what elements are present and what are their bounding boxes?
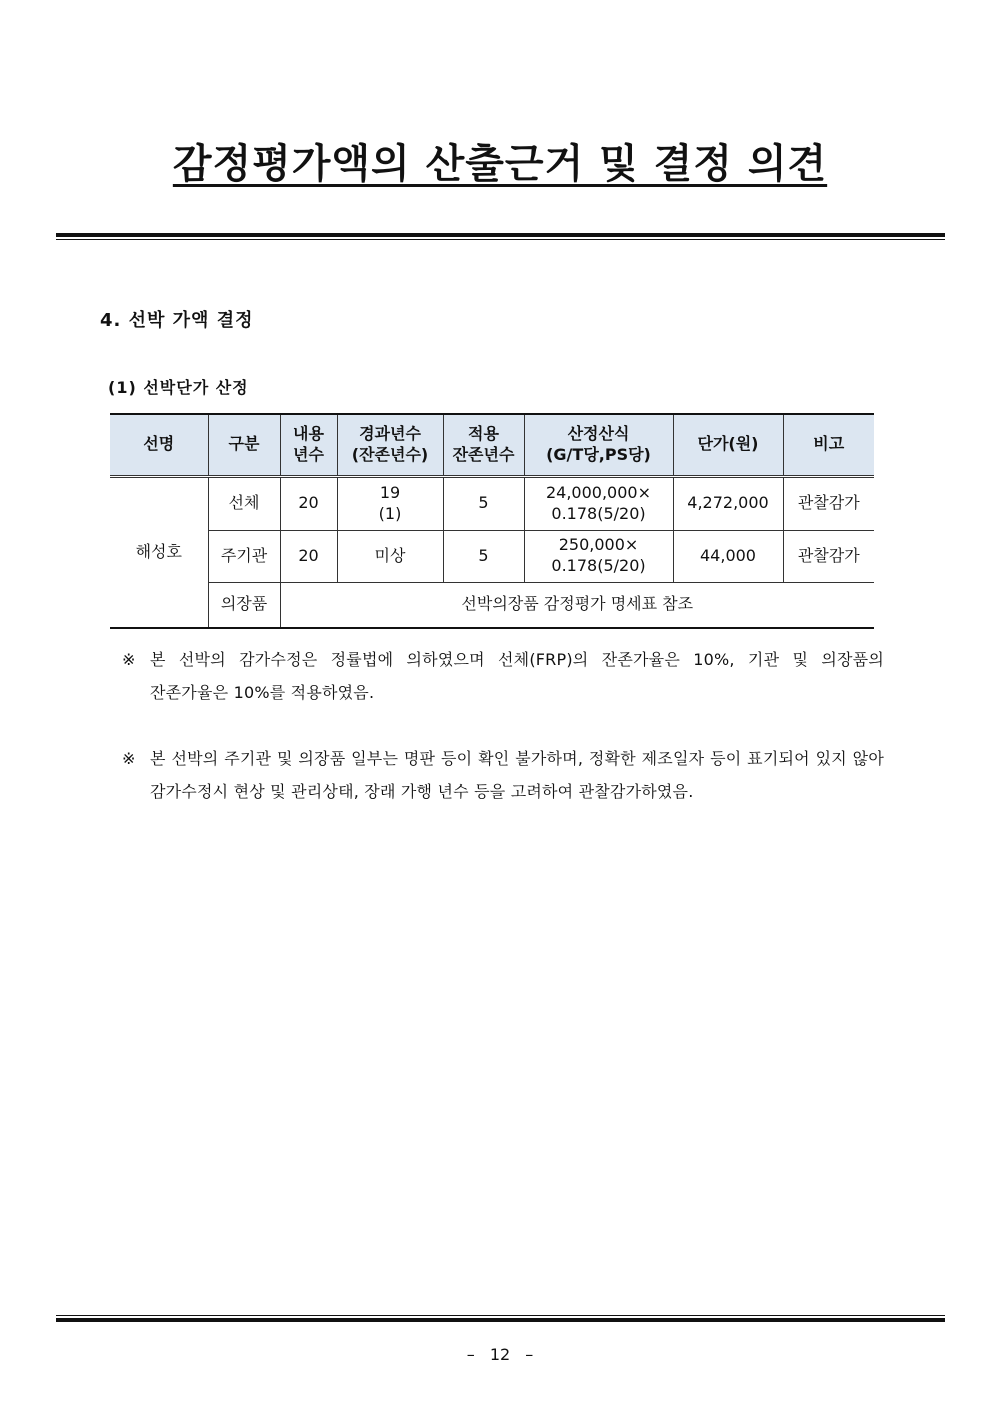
page-number	[0, 1345, 1000, 1364]
footer-double-rule	[56, 1315, 945, 1322]
applied-cell: 5	[443, 530, 524, 582]
header-applied-remaining	[443, 414, 524, 476]
reference-mark-icon: ※	[122, 650, 136, 669]
formula-line1: 24,000,000×	[545, 482, 651, 502]
note-text: 본 선박의 감가수정은 정률법에 의하였으며 선체(FRP)의 잔존가율은 10%, 기관 및 의장품의 잔존가율은 10%를 적용하였음.	[150, 650, 884, 702]
page-dash-left: –	[466, 1345, 475, 1364]
header-formula-line1: 산정산식	[567, 423, 630, 443]
subsection-heading: (1) 선박단가 산정	[108, 378, 249, 397]
header-remarks: 비고	[783, 414, 874, 476]
page-number-value: 12	[489, 1345, 511, 1364]
table-header-row	[110, 414, 874, 476]
elapsed-cell	[337, 476, 443, 530]
elapsed-line2: (1)	[378, 503, 402, 523]
formula-cell	[524, 530, 673, 582]
header-applied-line1: 적용	[468, 423, 499, 443]
header-elapsed-line2: (잔존년수)	[351, 444, 429, 464]
division-cell: 선체	[208, 476, 280, 530]
page-title: 감정평가액의 산출근거 및 결정 의견	[172, 141, 828, 187]
formula-cell	[524, 476, 673, 530]
header-double-rule	[56, 233, 945, 240]
reference-mark-icon: ※	[122, 749, 136, 768]
merged-reference-cell: 선박의장품 감정평가 명세표 참조	[280, 582, 874, 628]
table-row	[110, 582, 874, 628]
life-cell: 20	[280, 530, 337, 582]
remarks-cell: 관찰감가	[783, 476, 874, 530]
formula-line2: 0.178(5/20)	[551, 503, 646, 523]
note-observed-depreciation	[122, 742, 884, 808]
division-cell: 의장품	[208, 582, 280, 628]
note-depreciation	[122, 643, 884, 709]
header-unit-price: 단가(원)	[673, 414, 783, 476]
header-useful-life-line1: 내용	[293, 423, 324, 443]
header-applied-line2: 잔존년수	[452, 444, 515, 464]
header-elapsed-line1: 경과년수	[359, 423, 421, 443]
life-cell: 20	[280, 476, 337, 530]
table-row	[110, 530, 874, 582]
header-formula	[524, 414, 673, 476]
header-useful-life	[280, 414, 337, 476]
note-text: 본 선박의 주기관 및 의장품 일부는 명판 등이 확인 불가하며, 정확한 제조일자 등이 표기되어 있지 않아 감가수정시 현상 및 관리상태, 장래 가행 년수 등을 고려하여 관찰감가하였음.	[150, 749, 884, 801]
elapsed-line1: 19	[379, 482, 401, 502]
division-cell: 주기관	[208, 530, 280, 582]
ship-name-cell: 해성호	[110, 476, 208, 628]
header-useful-life-line2: 년수	[293, 444, 324, 464]
header-division: 구분	[208, 414, 280, 476]
formula-line2: 0.178(5/20)	[551, 556, 646, 575]
page-dash-right: –	[525, 1345, 534, 1364]
header-elapsed-years	[337, 414, 443, 476]
elapsed-cell: 미상	[337, 530, 443, 582]
page-title-wrap	[0, 132, 1000, 189]
ship-unit-price-table	[110, 413, 874, 629]
table-row	[110, 476, 874, 530]
formula-line1: 250,000×	[558, 535, 639, 555]
header-formula-line2: (G/T당,PS당)	[546, 444, 651, 464]
header-name: 선명	[110, 414, 208, 476]
remarks-cell: 관찰감가	[783, 530, 874, 582]
unit-price-cell: 44,000	[673, 530, 783, 582]
section-heading: 4. 선박 가액 결정	[100, 310, 254, 331]
applied-cell: 5	[443, 476, 524, 530]
unit-price-cell: 4,272,000	[673, 476, 783, 530]
